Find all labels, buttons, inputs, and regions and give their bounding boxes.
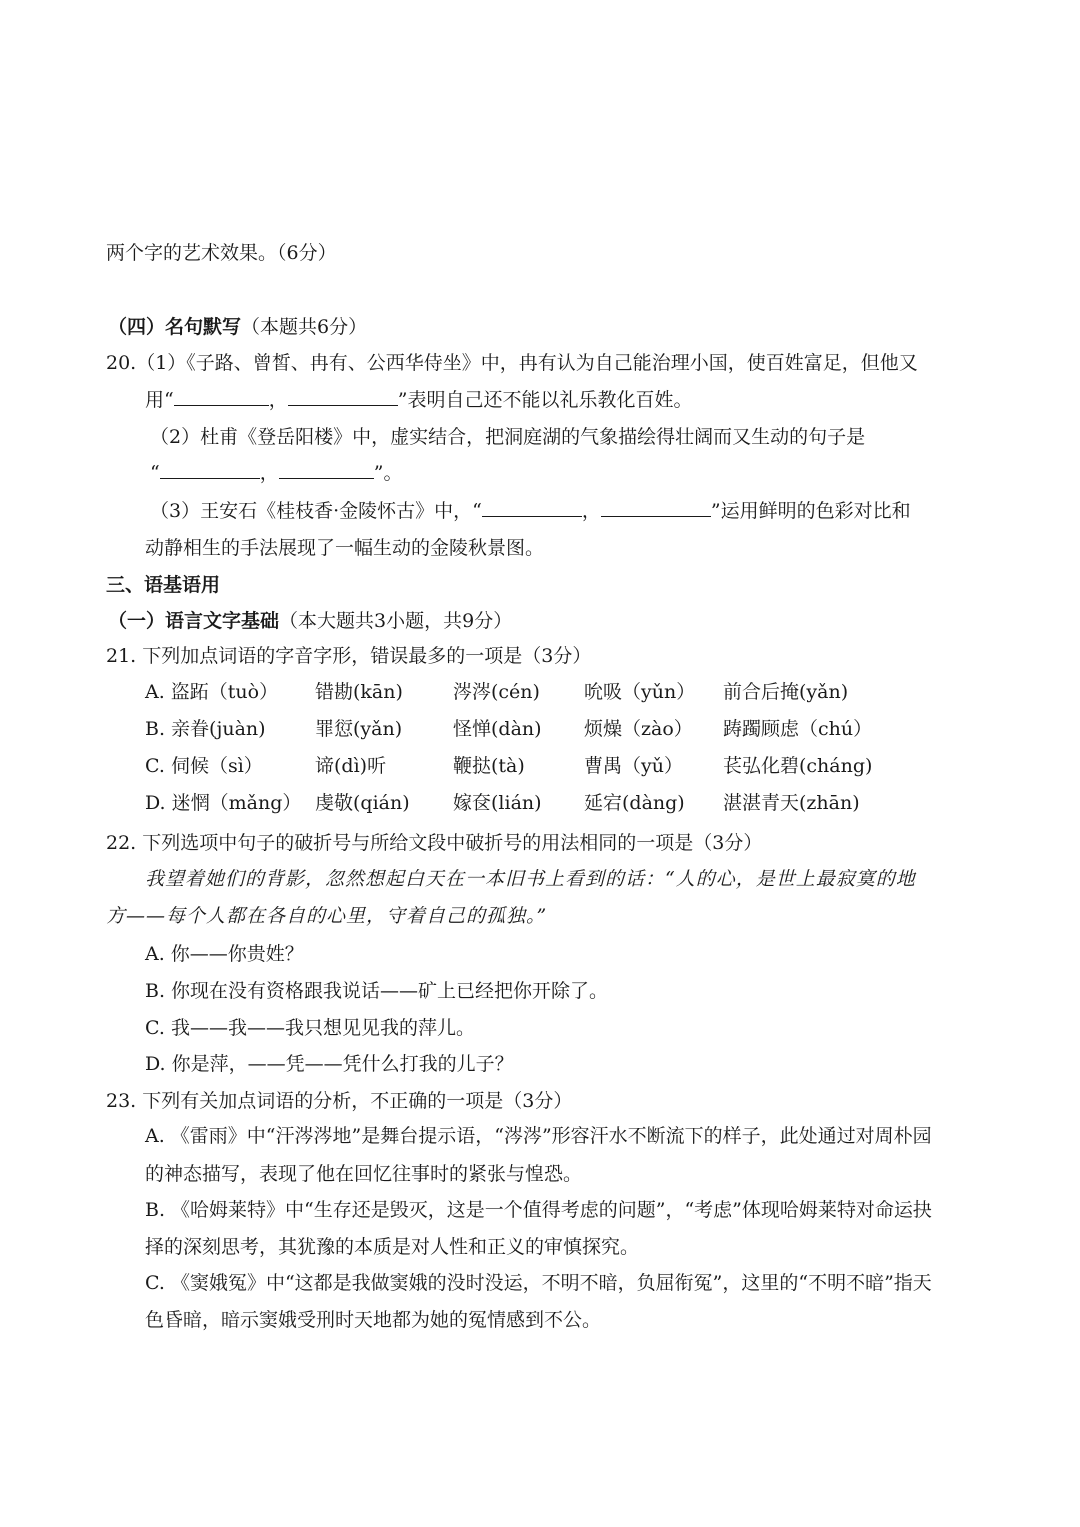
q22-option-c[interactable]: C. 我——我——我只想见见我的萍儿。 xyxy=(145,1017,475,1039)
q20-part3-a3: ”运用鲜明的色彩对比和 xyxy=(710,500,911,522)
q21-option-a[interactable]: A. 盗跖（tuò） xyxy=(145,681,279,703)
q22-option-b[interactable]: B. 你现在没有资格跟我说话——矿上已经把你开除了。 xyxy=(145,980,609,1002)
q21-stem: 21. 下列加点词语的字音字形，错误最多的一项是（3分） xyxy=(106,645,592,667)
q19-tail: 两个字的艺术效果。（6分） xyxy=(106,242,337,264)
q20-part2-b2: ， xyxy=(259,462,279,484)
q22-quote-line1: 我望着她们的背影，忽然想起白天在一本旧书上看到的话：“人的心，是世上最寂寞的地 xyxy=(145,868,916,890)
q20-part3-a1: （3）王安石《桂枝香·金陵怀古》中，“ xyxy=(150,500,482,522)
q23-option-b-line2: 择的深刻思考，其犹豫的本质是对人性和正义的审慎探究。 xyxy=(145,1236,640,1258)
q20-line2 xyxy=(145,387,692,413)
q23-option-a-line2: 的神态描写，表现了他在回忆往事时的紧张与惶恐。 xyxy=(145,1163,583,1185)
q21-word: 前合后掩(yǎn) xyxy=(723,681,849,703)
q21-word: 谛(dì)听 xyxy=(315,755,387,777)
q20-part3-b: 动静相生的手法展现了一幅生动的金陵秋景图。 xyxy=(145,537,545,559)
q21-word: 虔敬(qián) xyxy=(315,792,410,814)
q22-option-a[interactable]: A. 你——你贵姓？ xyxy=(145,943,304,965)
answer-blank[interactable] xyxy=(174,387,269,406)
q22-option-d[interactable]: D. 你是萍，——凭——凭什么打我的儿子？ xyxy=(145,1053,514,1075)
q21-word: 罪愆(yǎn) xyxy=(315,718,403,740)
q22-stem: 22. 下列选项中句子的破折号与所给文段中破折号的用法相同的一项是（3分） xyxy=(106,832,763,854)
q23-option-a-line1[interactable]: A. 《雷雨》中“汗涔涔地”是舞台提示语，“涔涔”形容汗水不断流下的样子，此处通过对周朴园 xyxy=(145,1125,932,1147)
q21-word: 怪惮(dàn) xyxy=(453,718,542,740)
answer-blank[interactable] xyxy=(482,498,582,517)
section-4-note: （本题共6分） xyxy=(241,316,368,338)
q23-option-c-line1[interactable]: C. 《窦娥冤》中“这都是我做窦娥的没时没运，不明不暗，负屈衔冤”，这里的“不明不暗”指天 xyxy=(145,1272,932,1294)
section-3-1-heading xyxy=(108,608,512,634)
q21-word: 踌躅顾虑（chú） xyxy=(723,718,873,740)
q21-option-c[interactable]: C. 伺候（sì） xyxy=(145,755,263,777)
answer-blank[interactable] xyxy=(601,498,711,517)
q20-part1-b1: 用“ xyxy=(145,389,174,411)
q21-option-d[interactable]: D. 迷惘（mǎng） xyxy=(145,792,302,814)
q20-part2-b3: ”。 xyxy=(373,462,403,484)
section-3-1-title: （一）语言文字基础 xyxy=(108,610,280,632)
q21-word: 湛湛青天(zhān) xyxy=(723,792,860,814)
q20-part1-b3: ”表明自己还不能以礼乐教化百姓。 xyxy=(397,389,693,411)
answer-blank[interactable] xyxy=(160,460,260,479)
q20-line5 xyxy=(150,498,911,524)
answer-blank[interactable] xyxy=(288,387,398,406)
q20-line1 xyxy=(106,350,918,376)
q23-option-b-line1[interactable]: B. 《哈姆莱特》中“生存还是毁灭，这是一个值得考虑的问题”，“考虑”体现哈姆莱特对命运抉 xyxy=(145,1199,932,1221)
q21-word: 错勘(kān) xyxy=(315,681,403,703)
q21-word: 苌弘化碧(cháng) xyxy=(723,755,873,777)
q20-part1-a: （1）《子路、曾皙、冉有、公西华侍坐》中，冉有认为自己能治理小国，使百姓富足，但他又 xyxy=(136,352,918,374)
q21-word: 吮吸（yǔn） xyxy=(584,681,696,703)
answer-blank[interactable] xyxy=(279,460,374,479)
q21-word: 涔涔(cén) xyxy=(453,681,540,703)
q21-word: 嫁奁(lián) xyxy=(453,792,542,814)
q20-part1-b2: ， xyxy=(268,389,288,411)
section-4-heading xyxy=(108,314,367,340)
q20-part2-b1: “ xyxy=(150,462,160,484)
q20-part2-a: （2）杜甫《登岳阳楼》中，虚实结合，把洞庭湖的气象描绘得壮阔而又生动的句子是 xyxy=(150,426,866,448)
section-3-title: 三、语基语用 xyxy=(106,574,221,596)
q21-word: 曹禺（yǔ） xyxy=(584,755,683,777)
q23-stem: 23. 下列有关加点词语的分析，不正确的一项是（3分） xyxy=(106,1090,573,1112)
q21-word: 烦燥（zào） xyxy=(584,718,693,740)
q20-part3-a2: ， xyxy=(581,500,601,522)
section-3-1-note: （本大题共3小题，共9分） xyxy=(279,610,513,632)
q21-option-b[interactable]: B. 亲眷(juàn) xyxy=(145,718,266,740)
q22-quote-line2: 方——每个人都在各自的心里，守着自己的孤独。” xyxy=(106,905,548,927)
section-4-title: （四）名句默写 xyxy=(108,316,242,338)
q23-option-c-line2: 色昏暗，暗示窦娥受刑时天地都为她的冤情感到不公。 xyxy=(145,1309,602,1331)
q20-line4 xyxy=(150,460,402,486)
q21-word: 延宕(dàng) xyxy=(584,792,685,814)
q21-word: 鞭挞(tà) xyxy=(453,755,525,777)
q20-number: 20. xyxy=(106,352,137,374)
